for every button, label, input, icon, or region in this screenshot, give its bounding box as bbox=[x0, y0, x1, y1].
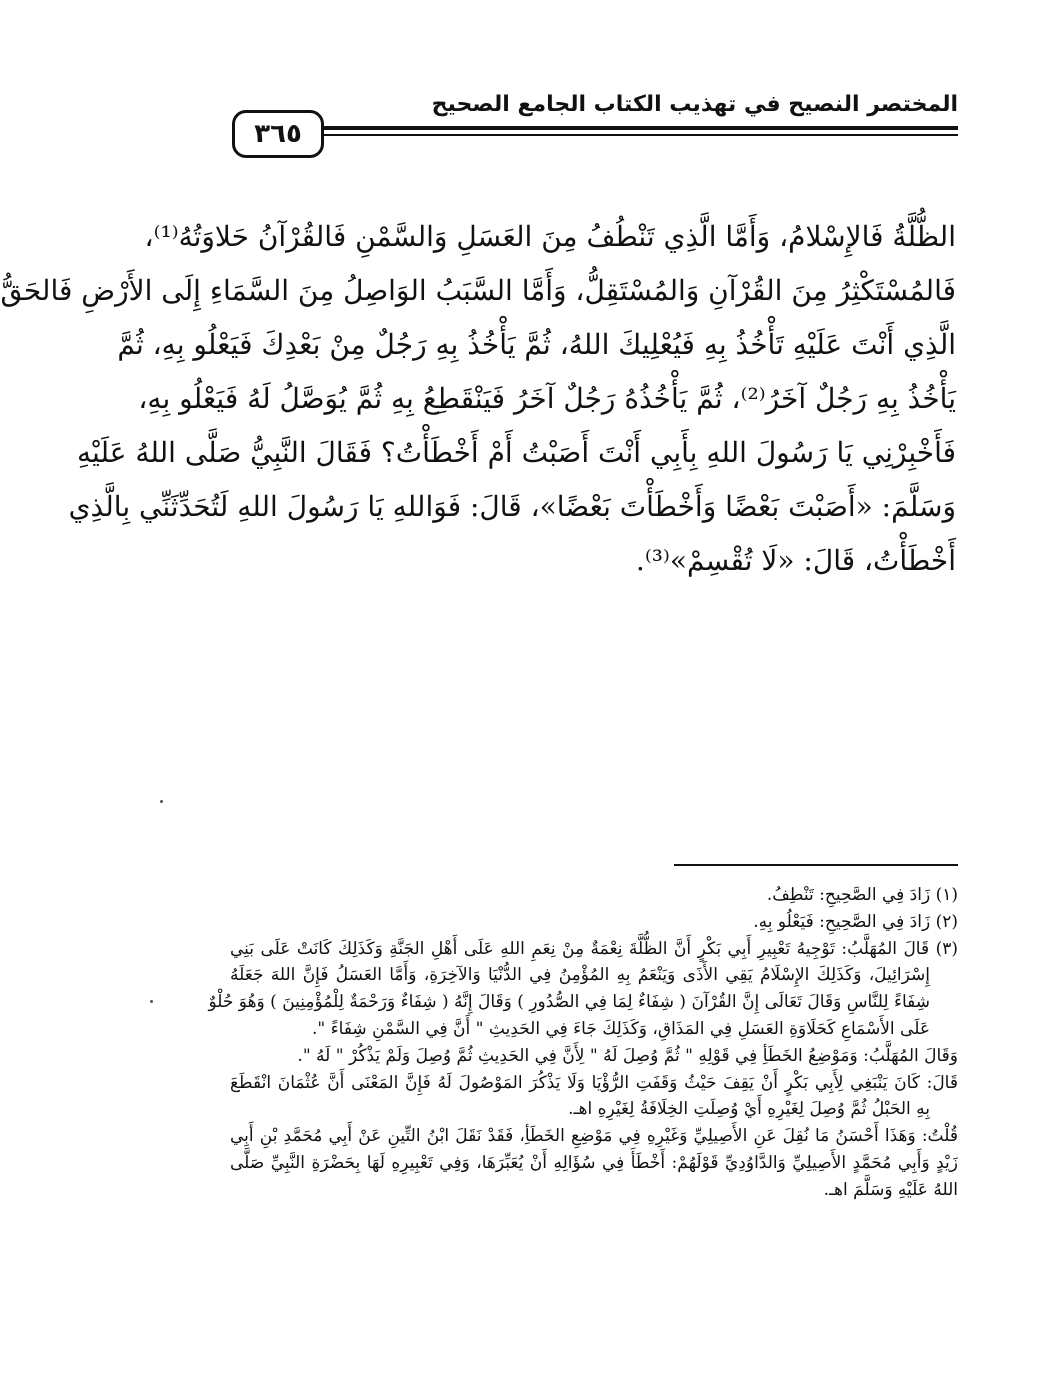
footnote-line: (٣) قَالَ المُهَلَّبُ: تَوْجِيهُ تَعْبِيرِ أَبِي بَكْرٍ أَنَّ الظُّلَّةَ نِعْمَةٌ مِنْ نِعَمِ اللهِ عَلَى أَهْلِ الجَنَّةِ وَكَذَلِكَ كَانَتْ عَلَى بَنِي bbox=[230, 938, 958, 959]
footnote-line: شِفَاءً لِلنَّاسِ وَقَالَ تَعَالَى إِنَّ القُرْآنَ ( شِفَاءٌ لِمَا فِي الصُّدُورِ ) وَقَالَ إِنَّهُ ( شِفَاءٌ وَرَحْمَةٌ لِلْمُؤْمِنِينَ ) وَهُوَ حُلْوٌ bbox=[208, 992, 930, 1013]
page-number-frame bbox=[232, 110, 324, 158]
footnote-line: وَقَالَ المُهَلَّبُ: وَمَوْضِعُ الخَطَأِ فِي قَوْلِهِ " ثُمَّ وُصِلَ لَهُ " لِأَنَّ فِي الحَدِيثِ ثُمَّ وُصِلَ وَلَمْ يَذْكُرْ " لَهُ ". bbox=[297, 1045, 958, 1066]
main-text-line: فَأَخْبِرْنِي يَا رَسُولَ اللهِ بِأَبِي أَنْتَ أَصَبْتُ أَمْ أَخْطَأْتُ؟ فَقَالَ النَّبِيُّ صَلَّى اللهُ عَلَيْهِ bbox=[77, 436, 956, 469]
scan-mark bbox=[160, 800, 163, 803]
main-text-line: وَسَلَّمَ: «أَصَبْتَ بَعْضًا وَأَخْطَأْتَ بَعْضًا»، قَالَ: فَوَاللهِ يَا رَسُولَ اللهِ لَتُحَدِّثَنِّي بِالَّذِي bbox=[68, 490, 956, 523]
page-number: ٣٦٥ bbox=[254, 119, 302, 149]
footnotes bbox=[208, 882, 958, 1204]
main-text-line: أَخْطَأْتُ، قَالَ: «لَا تُقْسِمْ»⁽³⁾. bbox=[635, 544, 956, 577]
footnote-line: قَالَ: كَانَ يَنْبَغِي لِأَبِي بَكْرٍ أَنْ يَقِفَ حَيْثُ وَقَفَتِ الرُّؤْيَا وَلَا يَذْكُرَ المَوْصُولَ لَهُ فَإِنَّ المَعْنَى أَنَّ عُثْمَانَ انْقَطَعَ bbox=[230, 1072, 958, 1093]
main-text-line: الَّذِي أَنْتَ عَلَيْهِ تَأْخُذُ بِهِ فَيُعْلِيكَ اللهُ، ثُمَّ يَأْخُذُ بِهِ رَجُلٌ مِنْ بَعْدِكَ فَيَعْلُو بِهِ، ثُمَّ bbox=[117, 328, 956, 361]
footnote-line: قُلْتُ: وَهَذَا أَحْسَنُ مَا نُقِلَ عَنِ الأَصِيلِيِّ وَغَيْرِهِ فِي مَوْضِعِ الخَطَأِ، فَقَدْ نَقَلَ ابْنُ التِّينِ عَنْ أَبِي مُحَمَّدِ بْنِ أَبِي bbox=[230, 1126, 958, 1147]
main-text-line: فَالمُسْتَكْثِرُ مِنَ القُرْآنِ وَالمُسْتَقِلُّ، وَأَمَّا السَّبَبُ الوَاصِلُ مِنَ السَّمَاءِ إِلَى الأَرْضِ فَالحَقُّ bbox=[0, 274, 956, 307]
footnote-line: اللهُ عَلَيْهِ وَسَلَّمَ اهـ. bbox=[823, 1179, 958, 1200]
main-text bbox=[0, 210, 956, 588]
header-rule-thick bbox=[312, 126, 958, 130]
main-text-line: الظُّلَّةُ فَالإِسْلامُ، وَأَمَّا الَّذِي تَنْطُفُ مِنَ العَسَلِ وَالسَّمْنِ فَالقُرْآنُ حَلاوَتُهُ⁽¹⁾، bbox=[144, 220, 956, 253]
header-rule-thin bbox=[312, 134, 958, 136]
footnote-line: إِسْرَائِيلَ، وَكَذَلِكَ الإِسْلَامُ يَقِي الأَذَى وَيَنْعَمُ بِهِ المُؤْمِنُ فِي الدُّنْيَا وَالآخِرَةِ، وَأَمَّا العَسَلُ فَإِنَّ اللهَ جَعَلَهُ bbox=[230, 965, 930, 986]
footnote-line: عَلَى الأَسْمَاعِ كَحَلَاوَةِ العَسَلِ فِي المَذَاقِ، وَكَذَلِكَ جَاءَ فِي الحَدِيثِ " أَنَّ فِي السَّمْنِ شِفَاءً ". bbox=[312, 1018, 930, 1039]
scan-mark bbox=[150, 1000, 153, 1003]
footnote-line: (١) زَادَ فِي الصَّحِيحِ: تَنْطِفُ. bbox=[766, 885, 958, 905]
main-text-line: يَأْخُذُ بِهِ رَجُلٌ آخَرُ⁽²⁾، ثُمَّ يَأْخُذُهُ رَجُلٌ آخَرُ فَيَنْقَطِعُ بِهِ ثُمَّ يُوَصَّلُ لَهُ فَيَعْلُو بِهِ، bbox=[138, 382, 956, 415]
running-title: المختصر النصيح في تهذيب الكتاب الجامع الصحيح bbox=[431, 92, 958, 117]
footnote-separator bbox=[674, 864, 958, 866]
footnote-line: زَيْدٍ وَأَبِي مُحَمَّدٍ الأَصِيلِيِّ وَالدَّاوُدِيِّ قَوْلَهُمْ: أَخْطَأَ فِي سُؤَالِهِ أَنْ يُعَبِّرَهَا، وَفِي تَعْبِيرِهِ لَهَا بِحَضْرَةِ النَّبِيِّ صَلَّى bbox=[230, 1152, 958, 1173]
page-header bbox=[220, 82, 958, 174]
footnote-line: (٢) زَادَ فِي الصَّحِيحِ: فَيَعْلُو بِهِ. bbox=[753, 911, 958, 932]
footnote-line: بِهِ الحَبْلُ ثُمَّ وُصِلَ لِغَيْرِهِ أَيْ وُصِلَتِ الخِلَافَةُ لِغَيْرِهِ اهـ. bbox=[568, 1099, 930, 1120]
